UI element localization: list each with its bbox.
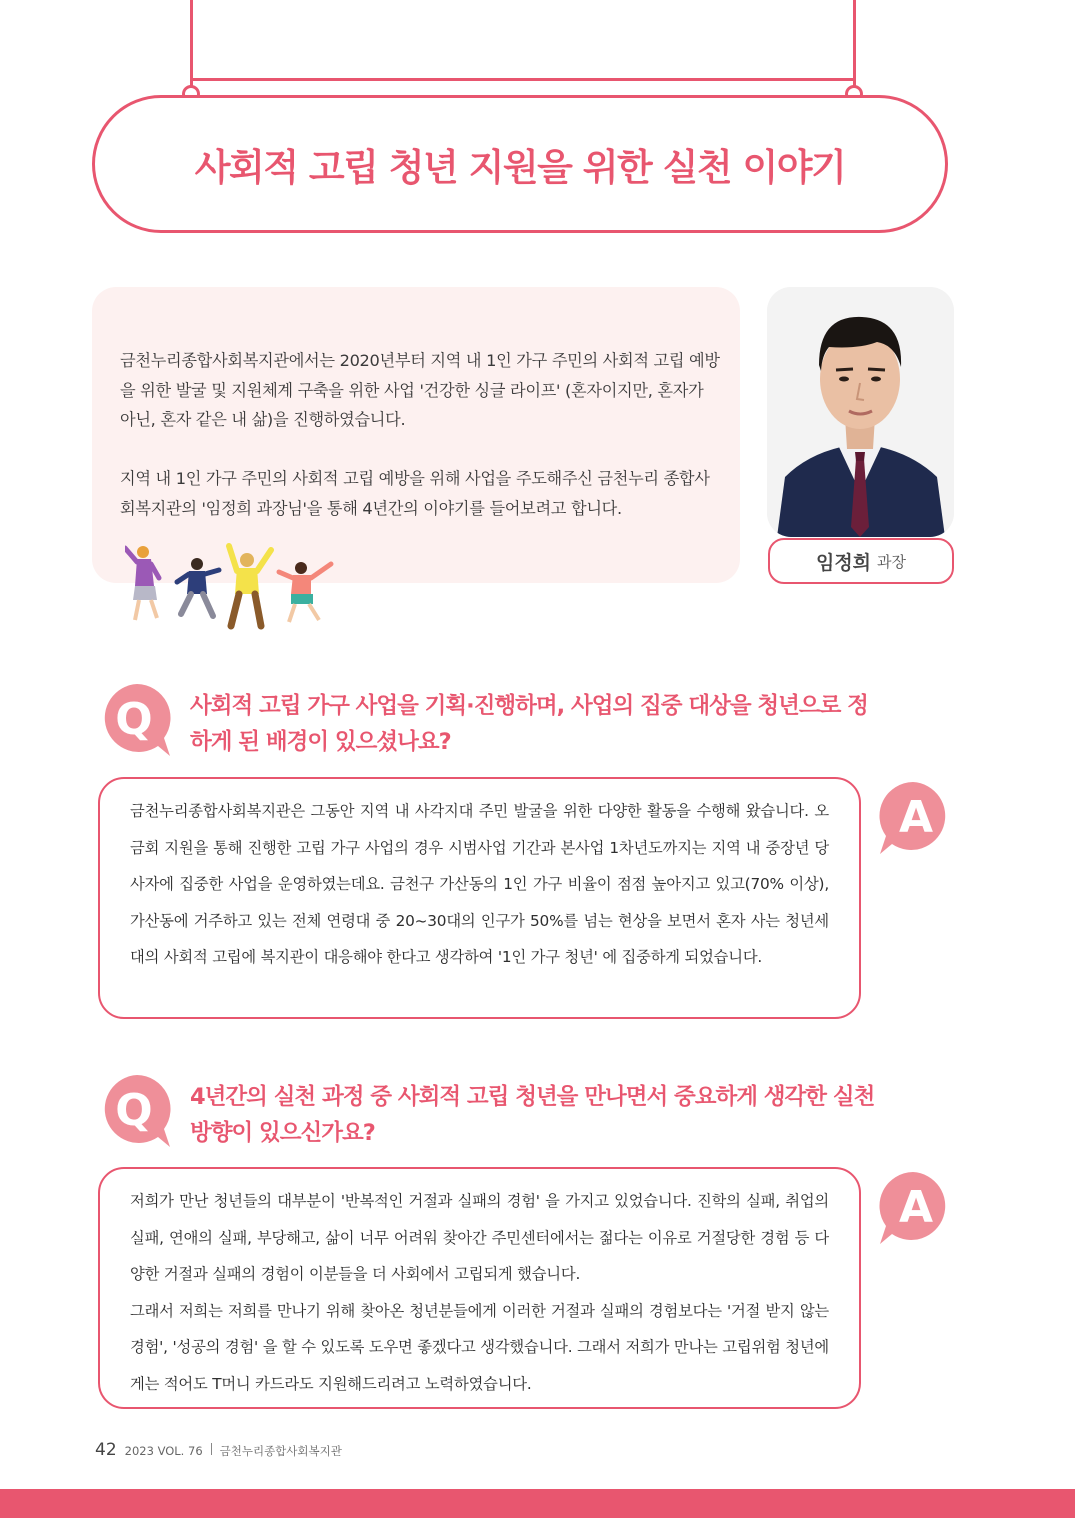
profile-name-tag	[768, 538, 954, 584]
issue-label: 2023 VOL. 76	[124, 1444, 203, 1458]
answer-2-text-part-2: 그래서 저희는 저희를 만나기 위해 찾아온 청년분들에게 이러한 거절과 실패의 경험보다는 '거절 받지 않는 경험', '성공의 경험' 을 할 수 있도록 도우면 좋겠다고 생각했습니다. 그래서 저희가 만나는 고립위험 청년에게는 적어도 T머니 카드라도 지원해드리려고 노력하였습니다.	[130, 1301, 829, 1393]
footer-divider	[211, 1443, 212, 1455]
profile-photo	[767, 287, 954, 537]
intro-paragraph-2: 지역 내 1인 가구 주민의 사회적 고립 예방을 위해 사업을 주도해주신 금천누리 종합사회복지관의 '임정희 과장님'을 통해 4년간의 이야기를 들어보려고 합니다.	[120, 469, 710, 518]
answer-2-text-part-1: 저희가 만난 청년들의 대부분이 '반복적인 거절과 실패의 경험' 을 가지고 있었습니다. 진학의 실패, 취업의 실패, 연애의 실패, 부당해고, 삶이 너무 어려워 찾아간 주민센터에서는 젊다는 이유로 거절당한 경험 등 다양한 거절과 실패의 경험이 이분들을 더 사회에서 고립되게 했습니다.	[130, 1192, 829, 1283]
profile-name: 임정희	[815, 551, 872, 574]
profile-rank: 과장	[877, 552, 907, 571]
publisher-label: 금천누리종합사회복지관	[219, 1444, 342, 1458]
question-bubble-icon	[98, 680, 176, 760]
intro-text	[120, 346, 720, 523]
a-mark: A	[898, 1182, 934, 1233]
intro-paragraph-1: 금천누리종합사회복지관에서는 2020년부터 지역 내 1인 가구 주민의 사회적 고립 예방을 위한 발굴 및 지원체계 구축을 위한 사업 '건강한 싱글 라이프' (혼자이지만, 혼자가 아닌, 혼자 같은 내 삶)을 진행하였습니다.	[120, 351, 720, 429]
page-number: 42	[95, 1440, 117, 1460]
answer-bubble-icon	[874, 1168, 952, 1248]
question-2-title: 4년간의 실천 과정 중 사회적 고립 청년을 만나면서 중요하게 생각한 실천 방향이 있으신가요?	[190, 1084, 875, 1146]
hang-line-right	[853, 0, 856, 88]
a-mark: A	[898, 792, 934, 843]
q-mark: Q	[115, 1085, 153, 1136]
hang-crossbar	[190, 78, 856, 81]
bottom-accent-bar	[0, 1489, 1075, 1518]
page-footer	[95, 1440, 342, 1460]
page-title: 사회적 고립 청년 지원을 위한 실천 이야기	[194, 146, 846, 189]
q-mark: Q	[115, 694, 153, 745]
answer-2-box	[98, 1167, 861, 1409]
answer-1-text: 금천누리종합사회복지관은 그동안 지역 내 사각지대 주민 발굴을 위한 다양한 활동을 수행해 왔습니다. 오금회 지원을 통해 진행한 고립 가구 사업의 경우 시범사업 기간과 본사업 1차년도까지는 지역 내 중장년 당사자에 집중한 사업을 운영하였는데요. 금천구 가산동의 1인 가구 비율이 점점 높아지고 있고(70% 이상), 가산동에 거주하고 있는 전체 연령대 중 20~30대의 인구가 50%를 넘는 현상을 보면서 혼자 사는 청년세대의 사회적 고립에 복지관이 대응해야 한다고 생각하여 '1인 가구 청년' 에 집중하게 되었습니다.	[130, 802, 829, 966]
question-bubble-icon	[98, 1071, 176, 1151]
question-1-title: 사회적 고립 가구 사업을 기획·진행하며, 사업의 집중 대상을 청년으로 정하게 된 배경이 있으셨나요?	[190, 693, 868, 755]
title-frame	[92, 95, 948, 233]
man-portrait-icon	[767, 287, 954, 537]
jumping-people-illustration	[125, 542, 340, 630]
hang-line-left	[190, 0, 193, 88]
answer-1-box	[98, 777, 861, 1019]
answer-bubble-icon	[874, 778, 952, 858]
